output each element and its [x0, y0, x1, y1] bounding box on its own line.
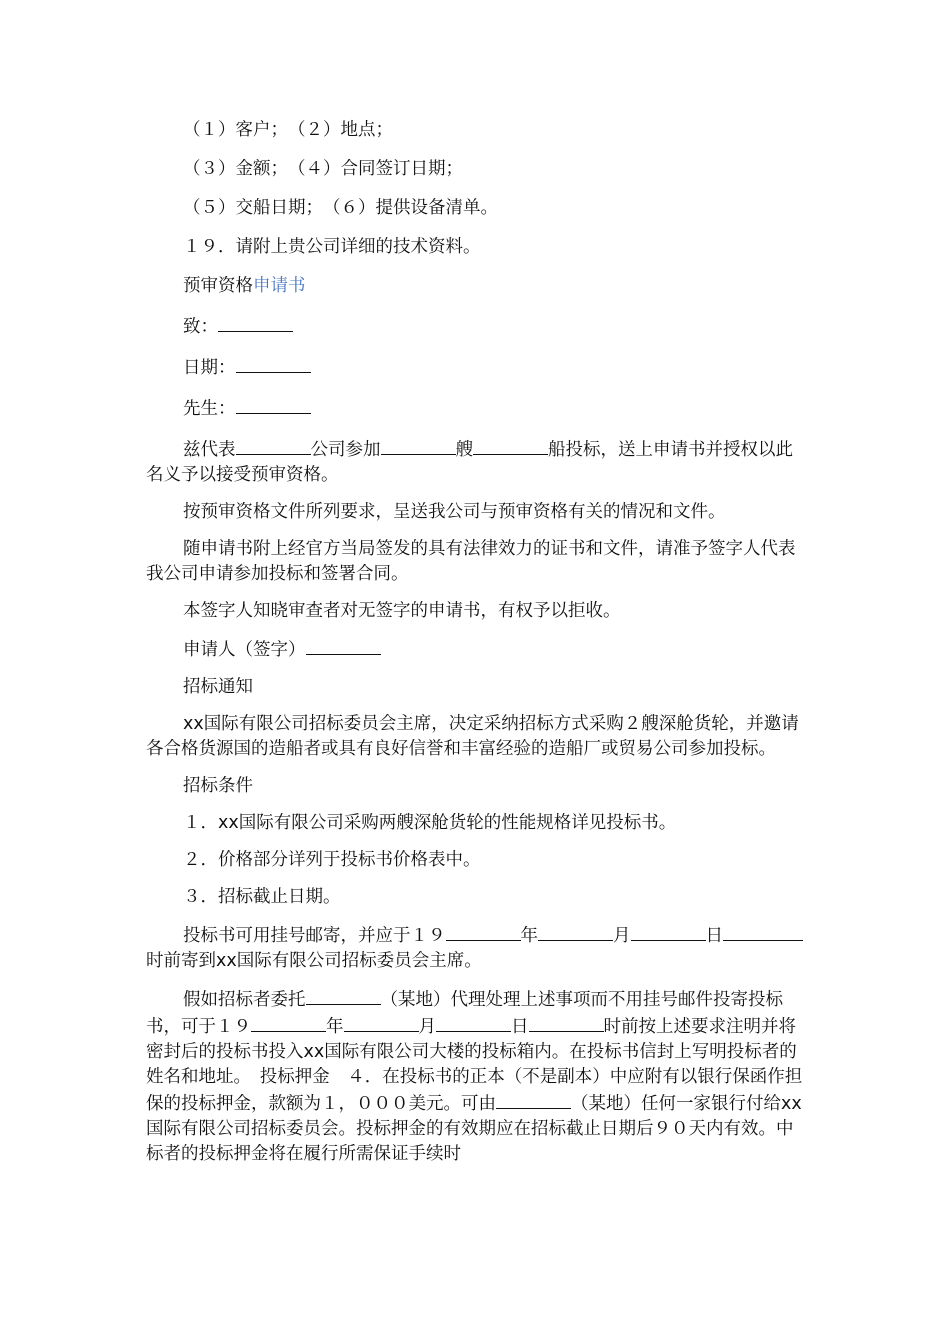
- blank: [538, 922, 613, 941]
- application-link[interactable]: 申请书: [253, 276, 306, 296]
- applicant-line: [146, 636, 806, 663]
- item-19: １９．请附上贵公司详细的技术资料。: [183, 237, 481, 257]
- to-label: 致：: [183, 317, 218, 337]
- text: 兹代表: [183, 440, 236, 460]
- text: 假如招标者委托: [183, 990, 306, 1010]
- section-title-prequalification: [146, 274, 806, 299]
- applicant-blank: [306, 636, 381, 655]
- text: 月: [613, 926, 631, 946]
- blank: [236, 436, 311, 455]
- sir-line: [146, 395, 806, 422]
- text: 时前按上述要求注明并将密封后的投标书投入xx国际有限公司大楼的投标箱内。在投标书信封上写明投标者的姓名和地址。 投标押金 ４．在投标书的正本（不是副本）中应附有以银行保函作担保的投标押金，款额为１，０００美元。可由: [146, 1017, 803, 1114]
- date-label: 日期：: [183, 358, 236, 378]
- condition-3: ３．招标截止日期。: [183, 887, 341, 907]
- paragraph-authorization: [146, 436, 806, 488]
- blank: [251, 1013, 326, 1032]
- blank: [529, 1013, 604, 1032]
- text: 投标书可用挂号邮寄，并应于１９: [183, 926, 446, 946]
- text: （某地）代理处理上述事项而不用挂号邮件投寄投标书，可于１９: [146, 990, 783, 1037]
- blank: [496, 1090, 571, 1109]
- blank: [381, 436, 456, 455]
- sir-label: 先生：: [183, 399, 236, 419]
- applicant-label: 申请人（签字）: [183, 640, 306, 660]
- paragraph-delivery: [146, 986, 806, 1167]
- section-title-conditions: 招标条件: [183, 776, 253, 796]
- list-line-1: （１）客户； （２）地点；: [183, 120, 393, 140]
- paragraph-signature: 本签字人知晓审查者对无签字的申请书，有权予以拒收。: [183, 601, 621, 621]
- paragraph-requirements: 按预审资格文件所列要求，呈送我公司与预审资格有关的情况和文件。: [183, 502, 726, 522]
- text: 日: [511, 1017, 529, 1037]
- text: 公司参加: [310, 440, 381, 460]
- blank: [306, 986, 381, 1005]
- sir-blank: [236, 395, 311, 414]
- blank: [344, 1013, 419, 1032]
- text: 年: [520, 926, 538, 946]
- section-title-notice: 招标通知: [183, 677, 253, 697]
- condition-2: ２．价格部分详列于投标书价格表中。: [183, 850, 481, 870]
- text: 日: [705, 926, 723, 946]
- text: 船投标，送上申请书并授权以此名义予以接受预审资格。: [146, 440, 793, 485]
- text: 艘: [455, 440, 473, 460]
- blank: [473, 436, 548, 455]
- condition-1: １．xx国际有限公司采购两艘深舱货轮的性能规格详见投标书。: [183, 813, 677, 833]
- list-line-2: （３）金额； （４）合同签订日期；: [183, 159, 463, 179]
- to-blank: [218, 313, 293, 332]
- paragraph-certificates: 随申请书附上经官方当局签发的具有法律效力的证书和文件，请准予签字人代表我公司申请参加投标和签署合同。: [146, 539, 796, 584]
- paragraph-mailing: [146, 922, 806, 974]
- blank: [723, 922, 803, 941]
- date-blank: [236, 354, 311, 373]
- blank: [446, 922, 521, 941]
- blank: [436, 1013, 511, 1032]
- paragraph-notice: xx国际有限公司招标委员会主席，决定采纳招标方式采购２艘深舱货轮，并邀请各合格货源国的造船者或具有良好信誉和丰富经验的造船厂或贸易公司参加投标。: [146, 714, 799, 759]
- text: 时前寄到xx国际有限公司招标委员会主席。: [146, 951, 482, 971]
- blank: [631, 922, 706, 941]
- to-line: [146, 313, 806, 340]
- text: 年: [326, 1017, 344, 1037]
- list-line-3: （５）交船日期； （６）提供设备清单。: [183, 198, 498, 218]
- text: （某地）任何一家银行付给xx国际有限公司招标委员会。投标押金的有效期应在招标截止日期后９０天内有效。中标者的投标押金将在履行所需保证手续时: [146, 1094, 802, 1164]
- text: 月: [418, 1017, 436, 1037]
- document-body: [146, 118, 806, 1167]
- title-text: 预审资格: [183, 276, 253, 296]
- date-line: [146, 354, 806, 381]
